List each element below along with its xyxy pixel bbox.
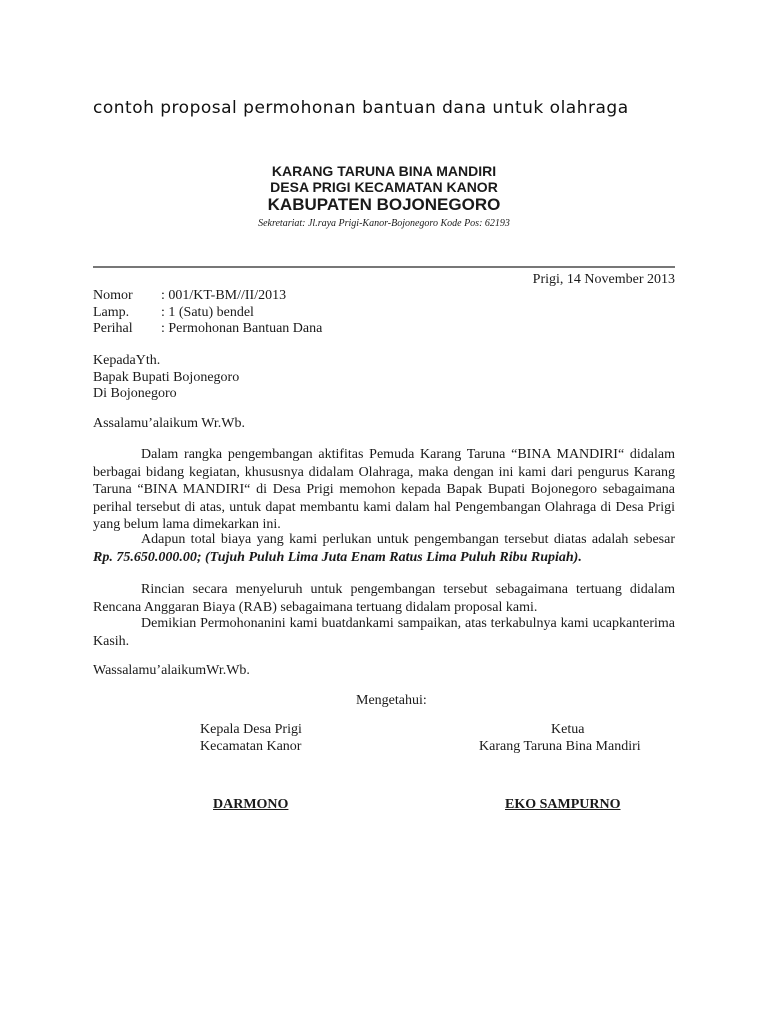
page-title: contoh proposal permohonan bantuan dana untuk olahraga [93,98,629,118]
acknowledged-label: Mengetahui: [356,693,427,708]
meta-nomor-label: Nomor [93,288,133,303]
letterhead-divider [93,266,675,268]
right-signatory-name: EKO SAMPURNO [505,797,621,812]
meta-nomor-value: : 001/KT-BM//II/2013 [161,288,287,303]
meta-lamp [93,305,254,321]
left-signatory-name: DARMONO [213,797,289,812]
right-signatory-title-2: Karang Taruna Bina Mandiri [479,739,641,754]
left-signatory-title-2: Kecamatan Kanor [200,739,302,754]
meta-lamp-value: : 1 (Satu) bendel [161,305,254,320]
recipient-line-2: Bapak Bupati Bojonegoro [93,370,240,385]
recipient-line-3: Di Bojonegoro [93,386,177,401]
meta-perihal-value: : Permohonan Bantuan Dana [161,321,323,336]
letterhead-secretariat: Sekretariat: Jl.raya Prigi-Kanor-Bojonegoro Kode Pos: 62193 [258,218,510,229]
body-paragraph-2 [93,531,675,566]
closing: Wassalamu’alaikumWr.Wb. [93,663,250,678]
requested-amount: Rp. 75.650.000.00; (Tujuh Puluh Lima Juta Enam Ratus Lima Puluh Ribu Rupiah). [93,549,582,565]
greeting: Assalamu’alaikum Wr.Wb. [93,416,245,431]
left-signatory-title-1: Kepala Desa Prigi [200,722,302,737]
body-paragraph-2-text: Adapun total biaya yang kami perlukan untuk pengembangan tersebut diatas adalah sebesar [141,532,675,547]
letterhead-regency: KABUPATEN BOJONEGORO [267,195,501,214]
body-paragraph-4: Demikian Permohonanini kami buatdankami sampaikan, atas terkabulnya kami ucapkanterima Kasih. [93,616,675,649]
recipient-line-1: KepadaYth. [93,353,161,368]
meta-lamp-label: Lamp. [93,305,130,320]
right-signatory-title-1: Ketua [551,722,585,737]
letter-date: Prigi, 14 November 2013 [532,272,675,287]
meta-nomor [93,288,286,304]
body-paragraph-3: Rincian secara menyeluruh untuk pengembangan tersebut sebagaimana tertuang didalam Rencana Anggaran Biaya (RAB) sebagaimana tertuang didalam proposal kami. [93,582,675,615]
meta-perihal-label: Perihal [93,321,133,336]
letterhead-organization: KARANG TARUNA BINA MANDIRI [271,163,497,179]
body-paragraph-1: Dalam rangka pengembangan aktifitas Pemuda Karang Taruna “BINA MANDIRI“ didalam berbagai bidang kegiatan, khususnya didalam Olahraga, maka dengan ini kami dari pengurus Karang Taruna “BINA MANDIRI“ di Desa Prigi memohon kepada Bapak Bupati Bojonegoro sebagaimana perihal tersebut di atas, untuk dapat membantu kami dalam hal Pengembangan Olahraga di Desa Prigi yang belum lama dimekarkan ini. [93,447,675,532]
letterhead-village: DESA PRIGI KECAMATAN KANOR [270,179,498,195]
meta-perihal [93,321,322,337]
